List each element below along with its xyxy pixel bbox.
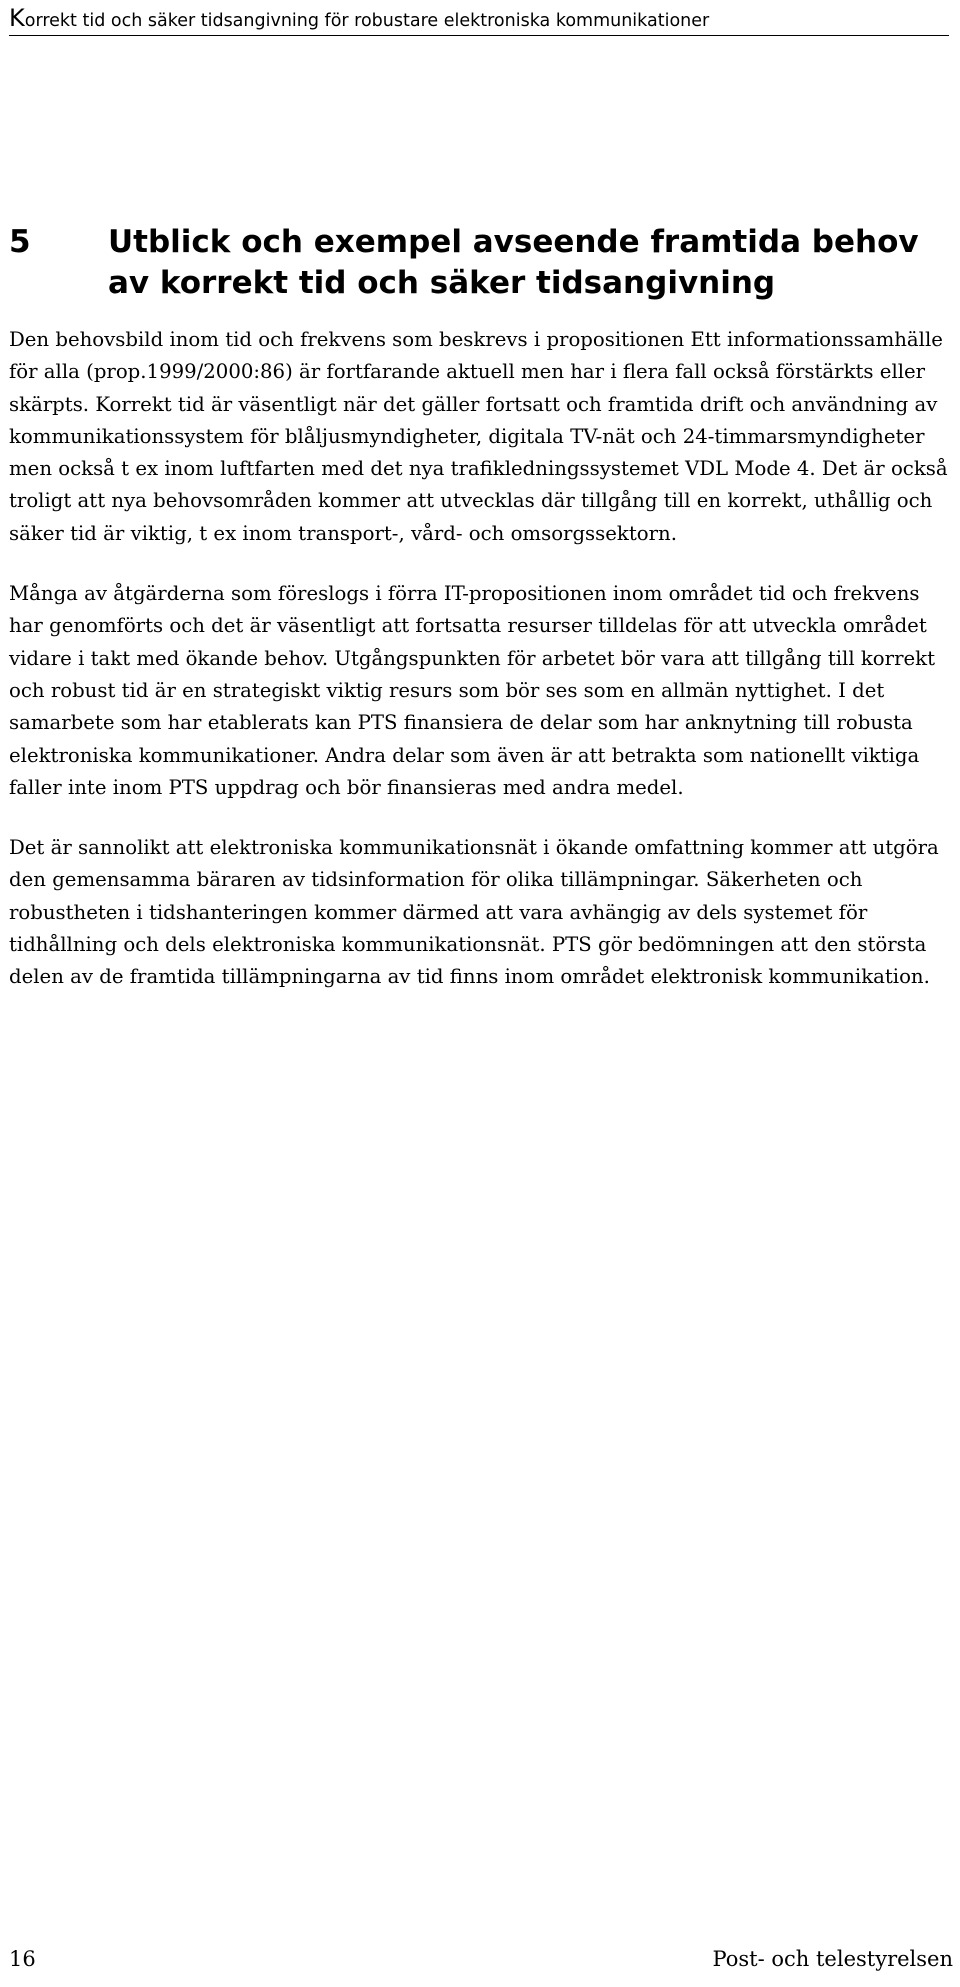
paragraph-1: Den behovsbild inom tid och frekvens som beskrevs i propositionen Ett informationssamhälle för alla (prop.1999/2000:86) är fortfarande aktuell men har i flera fall också förstärkts eller skärpts. Korrekt tid är väsentligt när det gäller fortsatt och framtida drift och användning av kommunikationssystem för blåljusmyndigheter, digitala TV-nät och 24-timmarsmyndigheter men också t ex inom luftfarten med det nya trafikledningssystemet VDL Mode 4. Det är också troligt att nya behovsområden kommer att utvecklas där tillgång till en korrekt, uthållig och säker tid är viktig, t ex inom transport-, vård- och omsorgssektorn. (9, 328, 948, 545)
running-header-initial: K (9, 4, 25, 32)
body-text (9, 324, 954, 1022)
paragraph-3: Det är sannolikt att elektroniska kommunikationsnät i ökande omfattning kommer att utgöra den gemensamma bäraren av tidsinformation för olika tillämpningar. Säkerheten och robustheten i tidshanteringen kommer därmed att vara avhängig av dels systemet för tidhållning och dels elektroniska kommunikationsnät. PTS gör bedömningen att den största delen av de framtida tillämpningarna av tid finns inom området elektronisk kommunikation. (9, 836, 939, 989)
section-title: Utblick och exempel avseende framtida behov av korrekt tid och säker tidsangivning (108, 224, 919, 301)
running-header-text: orrekt tid och säker tidsangivning för robustare elektroniska kommunikationer (24, 11, 710, 31)
publisher-name: Post- och telestyrelsen (712, 1947, 953, 1971)
paragraph-2: Många av åtgärderna som föreslogs i förra IT-propositionen inom området tid och frekvens har genomförts och det är väsentligt att fortsatta resurser tilldelas för att utveckla området vidare i takt med ökande behov. Utgångspunkten för arbetet bör vara att tillgång till korrekt och robust tid är en strategiskt viktig resurs som bör ses som en allmän nyttighet. I det samarbete som har etablerats kan PTS finansiera de delar som har anknytning till robusta elektroniska kommunikationer. Andra delar som även är att betrakta som nationellt viktiga faller inte inom PTS uppdrag och bör finansieras med andra medel. (9, 582, 935, 799)
page-number: 16 (9, 1947, 36, 1971)
section-heading (9, 222, 949, 304)
running-header (9, 6, 949, 36)
page-footer (9, 1945, 953, 1973)
section-number: 5 (9, 224, 31, 260)
